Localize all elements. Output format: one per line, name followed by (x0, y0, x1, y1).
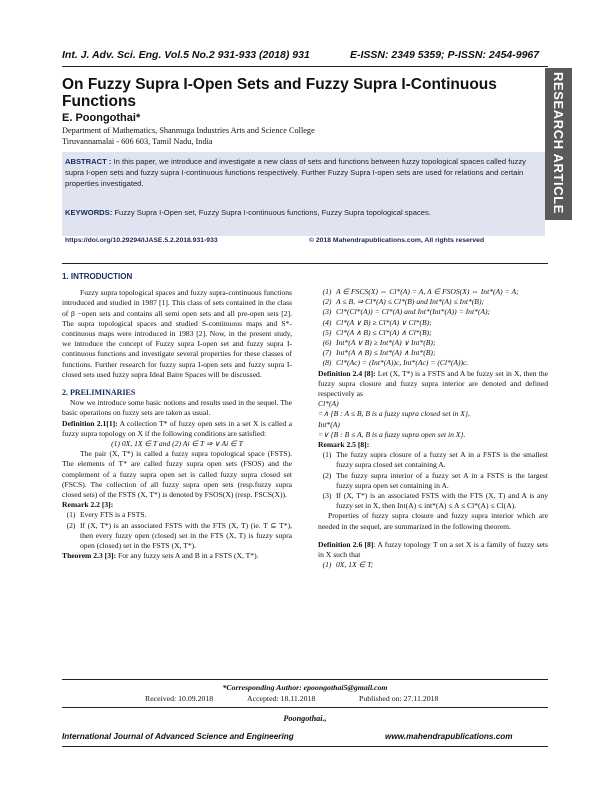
keywords-label: KEYWORDS: (65, 208, 113, 217)
remark-2-5-label: Remark 2.5 [8]: (318, 440, 370, 450)
definition-2-4-label: Definition 2.4 [8]: (318, 368, 376, 378)
theorem-2-3-text: For any fuzzy sets A and B in a FSTS (X, T*). (117, 551, 259, 561)
published-date: Published on: 27.11.2018 (359, 694, 439, 703)
research-article-label: RESEARCH ARTICLE (551, 72, 566, 215)
theorem-item: (6) Int*(A ∨ B) ≥ Int*(A) ∨ Int*(B); (322, 338, 436, 348)
definition-2-4 (318, 369, 548, 400)
theorem-item: (1) A ∈ FSCS(X) ⇔ Cl*(A) = A, A ∈ FSOS(X) ⇔ Int*(A) = A; (322, 287, 519, 296)
introduction-paragraph: Fuzzy supra topological spaces and fuzzy supra-continuous functions introduced and studied in 1987 [1]. This class of sets contained in the class of β −open sets and contains all semi open sets and all pre-open sets [2]. The supra topological spaces and studied S-continuous maps and S*-continuous maps were introduced in 1983 [2]. Now, in the present study, we introduce the concept of Fuzzy supra I-open set and fuzzy supra I-continuous functions and investigate several properties for these classes of functions. Further research for fuzzy supra I-open sets and fuzzy supra I-closed sets used fuzzy supra Ideal Baire Spaces will be discussed. (62, 288, 292, 379)
footer-rule-top (62, 679, 548, 680)
remark-2-5-item: (2) The fuzzy supra interior of a fuzzy set A in a FSTS is the largest fuzzy supra open set containing in A. (322, 470, 548, 490)
theorem-item: (8) Cl*(Ac) = (Int*(A))c, Int*(Ac) = (Cl*(A))c. (322, 358, 469, 368)
definition-2-6 (318, 540, 548, 560)
preliminaries-paragraph: Now we introduce some basic notions and results used in the sequel. The basic operations on fuzzy sets are taken as usual. (62, 398, 292, 418)
section-heading-introduction: 1. INTRODUCTION (62, 272, 133, 281)
definition-2-4-closure: Cl*(A) (318, 399, 339, 409)
journal-name: International Journal of Advanced Science and Engineering (62, 732, 294, 741)
definition-2-6-text: : A fuzzy topology T on a set X is a family of fuzzy sets in X such that (318, 539, 548, 560)
left-column (62, 272, 292, 561)
footer-rule-middle (62, 707, 548, 708)
remark-2-2-item: (2) If (X, T*) is an associated FSTS with the FTS (X, T) (ie. T ⊆ T*), then every fuzzy open (closed) set in the FTS (X, T) is fuzzy supra open (closed) set in the FSTS (X, T*). (66, 520, 292, 551)
journal-citation: Int. J. Adv. Sci. Eng. Vol.5 No.2 931-933 (2018) 931 (62, 49, 310, 61)
remark-2-2-item: (1) Every FTS is a FSTS. (66, 510, 147, 520)
abstract-bottom-rule (62, 263, 548, 264)
accepted-date: Accepted: 18.11.2018 (247, 694, 316, 703)
theorem-item: (5) Cl*(A ∧ B) ≤ Cl*(A) ∧ Cl*(B); (322, 327, 432, 337)
definition-2-1-conditions: (1) 0X, 1X ∈ T and (2) Ai ∈ T ⇒ ∨ Ai ∈ T (111, 439, 243, 449)
properties-paragraph: Properties of fuzzy supra closure and fuzzy supra interior which are needed in the sequel, are summarized in the following theorem. (318, 511, 548, 531)
theorem-item: (4) Cl*(A ∨ B) ≥ Cl*(A) ∨ Cl*(B); (322, 317, 432, 327)
running-author: Poongothai., (283, 714, 327, 723)
affiliation-line-2: Tiruvannamalai - 606 603, Tamil Nadu, India (62, 137, 213, 146)
theorem-2-3 (62, 551, 292, 561)
definition-2-1 (62, 419, 292, 439)
publisher-website[interactable]: www.mahendrapublications.com (385, 732, 513, 741)
doi-link[interactable]: https://doi.org/10.29294/IJASE.5.2.2018.931-933 (65, 237, 218, 244)
definition-2-1-continued: The pair (X, T*) is called a fuzzy supra topological space (FSTS). The elements of T* are called fuzzy supra open sets (FSOS) and the complement of a fuzzy supra open set is called fuzzy supra closed set (FSCS). The collection of all fuzzy supra open sets (resp.fuzzy supra closed sets) of the FSTS (X, T*) is denoted by FSOS(X) (resp. FSCS(X)). (62, 449, 292, 500)
abstract (65, 156, 543, 218)
definition-2-1-label: Definition 2.1[1]: (62, 418, 118, 428)
abstract-box (62, 152, 545, 244)
affiliation-line-1: Department of Mathematics, Shanmuga Industries Arts and Science College (62, 126, 315, 135)
received-date: Received: 10.09.2018 (145, 694, 214, 703)
theorem-item: (3) Cl*(Cl*(A)) = Cl*(A) and Int*(Int*(A)) = Int*(A); (322, 307, 491, 317)
abstract-text: In this paper, we introduce and investigate a new class of sets and functions between fuzzy topological spaces called fuzzy supra I-open sets and fuzzy supra I-continuous functions respectively. Further Fuzzy Supra I-open sets are used for relations and certain properties investigated. (65, 157, 526, 188)
remark-2-5-item: (3) If (X, T*) is an associated FSTS with the FTS (X, T) and A is any fuzzy set in X, then Int(A) ≤ int*(A) ≤ A ≤ Cl*(A) ≤ Cl(A). (322, 491, 548, 511)
definition-2-4-interior: Int*(A) (318, 419, 340, 429)
copyright-notice: © 2018 Mahendrapublications.com, All rights reserved (309, 237, 485, 244)
definition-2-6-label: Definition 2.6 [8] (318, 539, 374, 549)
affiliation (62, 125, 482, 147)
section-heading-preliminaries: 2. PRELIMINARIES (62, 388, 136, 398)
remark-2-2-label: Remark 2.2 [3]: (62, 500, 114, 510)
right-column (318, 287, 548, 570)
theorem-item: (2) A ≤ B, ⇒ Cl*(A) ≤ Cl*(B) and Int*(A) ≤ Int*(B); (322, 297, 485, 307)
author-name: E. Poongothai* (62, 112, 141, 124)
definition-2-6-item: (1) 0X, 1X ∈ T; (322, 560, 374, 570)
footer-rule-bottom (62, 746, 548, 747)
abstract-label: ABSTRACT : (65, 157, 112, 166)
definition-2-4-text: Let (X, T*) is a FSTS and A be fuzzy set in X, then the fuzzy supra closure and fuzzy supra interior are denoted and defined respectively as (318, 368, 548, 399)
definition-2-1-text: A collection T* of fuzzy open sets in a set X is called a fuzzy supra topology on X if the following conditions are satisfied: (62, 418, 292, 438)
theorem-item: (7) Int*(A ∧ B) ≤ Int*(A) ∧ Int*(B); (322, 348, 436, 358)
issn-line: E-ISSN: 2349 5359; P-ISSN: 2454-9967 (350, 49, 540, 61)
theorem-2-3-label: Theorem 2.3 [3]: (62, 551, 117, 561)
research-article-tab (545, 68, 572, 220)
paper-title: On Fuzzy Supra I-Open Sets and Fuzzy Supra I-Continuous Functions (62, 76, 497, 110)
keywords-text: Fuzzy Supra I-Open set, Fuzzy Supra I-continuous functions, Fuzzy Supra topological spaces. (114, 208, 431, 217)
corresponding-author: *Corresponding Author: epoongothai5@gmail.com (222, 683, 388, 692)
definition-2-4-closure-def: =∧ {B : A ≤ B, B is a fuzzy supra closed set in X}, (318, 409, 470, 419)
header-rule (62, 66, 548, 67)
definition-2-4-interior-def: =∨ {B : B ≤ A, B is a fuzzy supra open set in X}. (318, 429, 466, 439)
remark-2-5-item: (1) The fuzzy supra closure of a fuzzy set A in a FSTS is the smallest fuzzy supra closed set containing A. (322, 450, 548, 470)
